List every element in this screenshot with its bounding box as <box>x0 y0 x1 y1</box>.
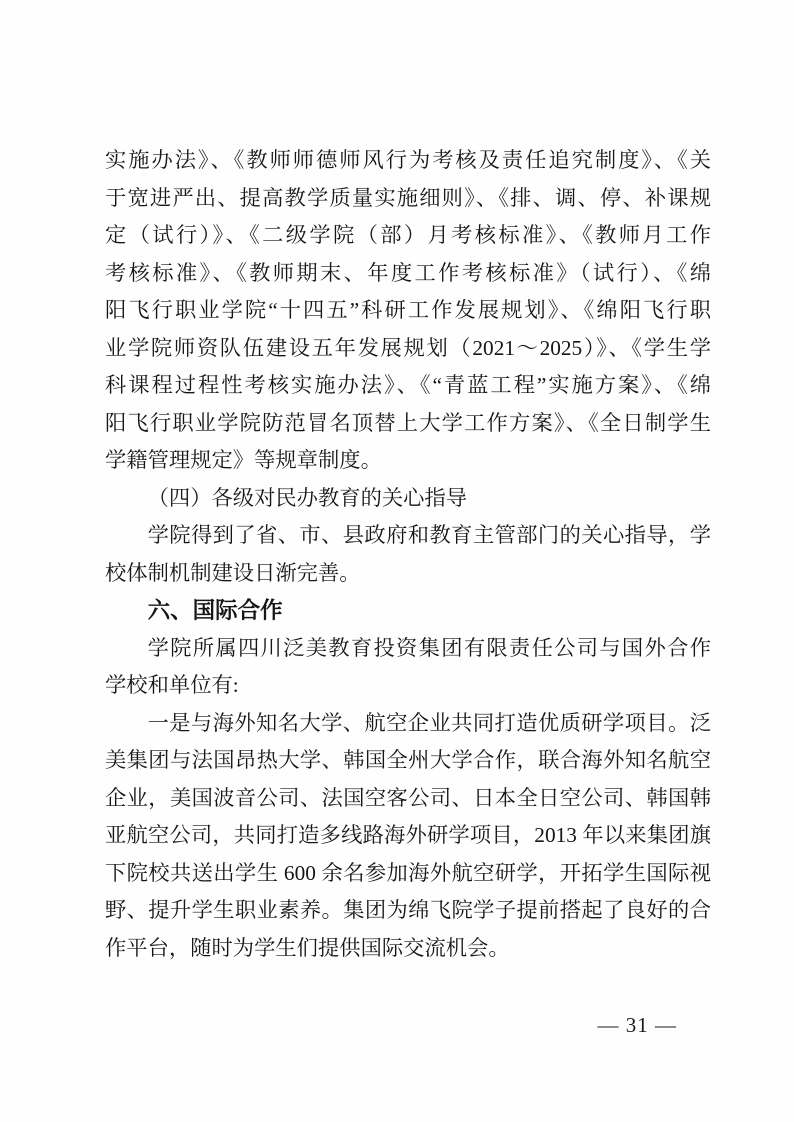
text-line: 考核标准》、《教师期末、年度工作考核标准》（试行）、《绵 <box>105 260 711 285</box>
text-line: 企业，美国波音公司、法国空客公司、日本全日空公司、韩国韩 <box>105 785 711 810</box>
text-line: 学籍管理规定》等规章制度。 <box>105 448 382 472</box>
text-line: 于宽进严出、提高教学质量实施细则》、《排、调、停、补课规 <box>105 185 711 210</box>
page-number: — 31 — <box>597 1013 677 1037</box>
text-line: 科课程过程性考核实施办法》、《“青蓝工程”实施方案》、《绵 <box>105 373 711 397</box>
text-line: 校体制机制建设日渐完善。 <box>105 560 361 585</box>
text-line: 学院得到了省、市、县政府和教育主管部门的关心指导，学 <box>147 523 711 547</box>
section-heading-four: （四）各级对民办教育的关心指导 <box>147 485 468 510</box>
text-line: 亚航空公司，共同打造多线路海外研学项目，2013 年以来集团旗 <box>105 823 711 847</box>
document-body <box>105 142 711 967</box>
text-line: 实施办法》、《教师师德师风行为考核及责任追究制度》、《关 <box>105 148 711 172</box>
text-line: 作平台，随时为学生们提供国际交流机会。 <box>105 935 510 960</box>
text-line: 美集团与法国昂热大学、韩国全州大学合作，联合海外知名航空 <box>105 748 711 772</box>
text-line: 定（试行）》、《二级学院（部）月考核标准》、《教师月工作 <box>105 223 711 247</box>
text-line: 阳飞行职业学院防范冒名顶替上大学工作方案》、《全日制学生 <box>105 410 711 435</box>
text-line: 学校和单位有: <box>105 673 239 697</box>
text-line: 业学院师资队伍建设五年发展规划（2021～2025）》、《学生学 <box>105 335 711 360</box>
text-line: 一是与海外知名大学、航空企业共同打造优质研学项目。泛 <box>147 710 711 735</box>
text-line: 学院所属四川泛美教育投资集团有限责任公司与国外合作 <box>147 635 711 660</box>
text-line: 下院校共送出学生 600 余名参加海外航空研学，开拓学生国际视 <box>105 860 711 885</box>
section-heading-six: 六、国际合作 <box>147 598 283 623</box>
text-line: 野、提升学生职业素养。集团为绵飞院学子提前搭起了良好的合 <box>105 898 711 922</box>
text-line: 阳飞行职业学院“十四五”科研工作发展规划》、《绵阳飞行职 <box>105 298 711 322</box>
